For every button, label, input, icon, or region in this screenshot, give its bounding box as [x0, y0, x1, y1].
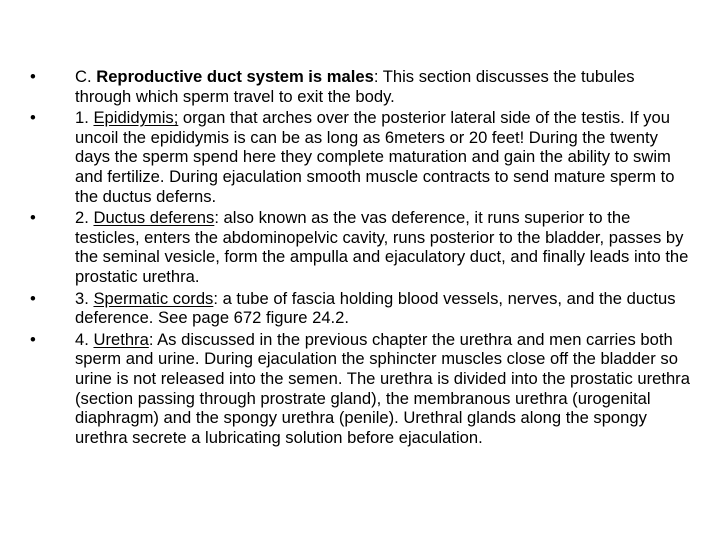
- bullet-item-urethra: [30, 330, 690, 448]
- item-text: : This section discusses the tubules through which sperm travel to exit the body.: [75, 67, 635, 106]
- item-text: : a tube of fascia holding blood vessels, nerves, and the ductus deference. See page 672 figure 24.2.: [75, 288, 676, 328]
- item-title: Epididymis;: [93, 108, 179, 128]
- bullet-item-duct-system: [30, 67, 690, 106]
- bullet-item-ductus-deferens: [30, 208, 690, 286]
- item-title: Reproductive duct system is males: [96, 67, 374, 86]
- bullet-dot: •: [30, 108, 36, 128]
- item-lead: C.: [75, 67, 92, 86]
- bullet-dot: •: [30, 67, 36, 86]
- item-lead: 2.: [75, 208, 89, 228]
- bullet-dot: •: [30, 208, 36, 228]
- bullet-dot: •: [30, 329, 36, 349]
- bullet-dot: •: [30, 288, 36, 308]
- item-lead: 4.: [75, 329, 89, 349]
- bullet-list: [30, 67, 690, 449]
- item-lead: 1.: [75, 108, 89, 128]
- item-text: organ that arches over the posterior lateral side of the testis. If you uncoil the epididymis is can be as long as 6meters or 20 feet! During the twenty days the sperm spend here they complete maturation and gain the ability to swim and fertilize. During ejaculation smooth muscle contracts to send mature sperm to the ductus deferns.: [75, 108, 675, 206]
- item-title: Urethra: [93, 329, 149, 349]
- item-text: : also known as the vas deference, it runs superior to the testicles, enters the abdominopelvic cavity, runs posterior to the bladder, passes by the seminal vesicle, form the ampulla and ejaculatory duct, and finally leads into the prostatic urethra.: [75, 208, 689, 286]
- bullet-item-epididymis: [30, 108, 690, 206]
- bullet-item-spermatic-cords: [30, 289, 690, 328]
- item-lead: 3.: [75, 288, 89, 308]
- item-text: : As discussed in the previous chapter the urethra and men carries both sperm and urine. During ejaculation the sphincter muscles close off the bladder so urine is not released into the semen. The urethra is divided into the prostatic urethra (section passing through prostrate gland), the membranous urethra (urogenital diaphragm) and the spongy urethra (penile). Urethral glands along the spongy urethra secrete a lubricating solution before ejaculation.: [75, 329, 690, 447]
- item-title: Ductus deferens: [93, 208, 215, 228]
- item-title: Spermatic cords: [93, 288, 214, 308]
